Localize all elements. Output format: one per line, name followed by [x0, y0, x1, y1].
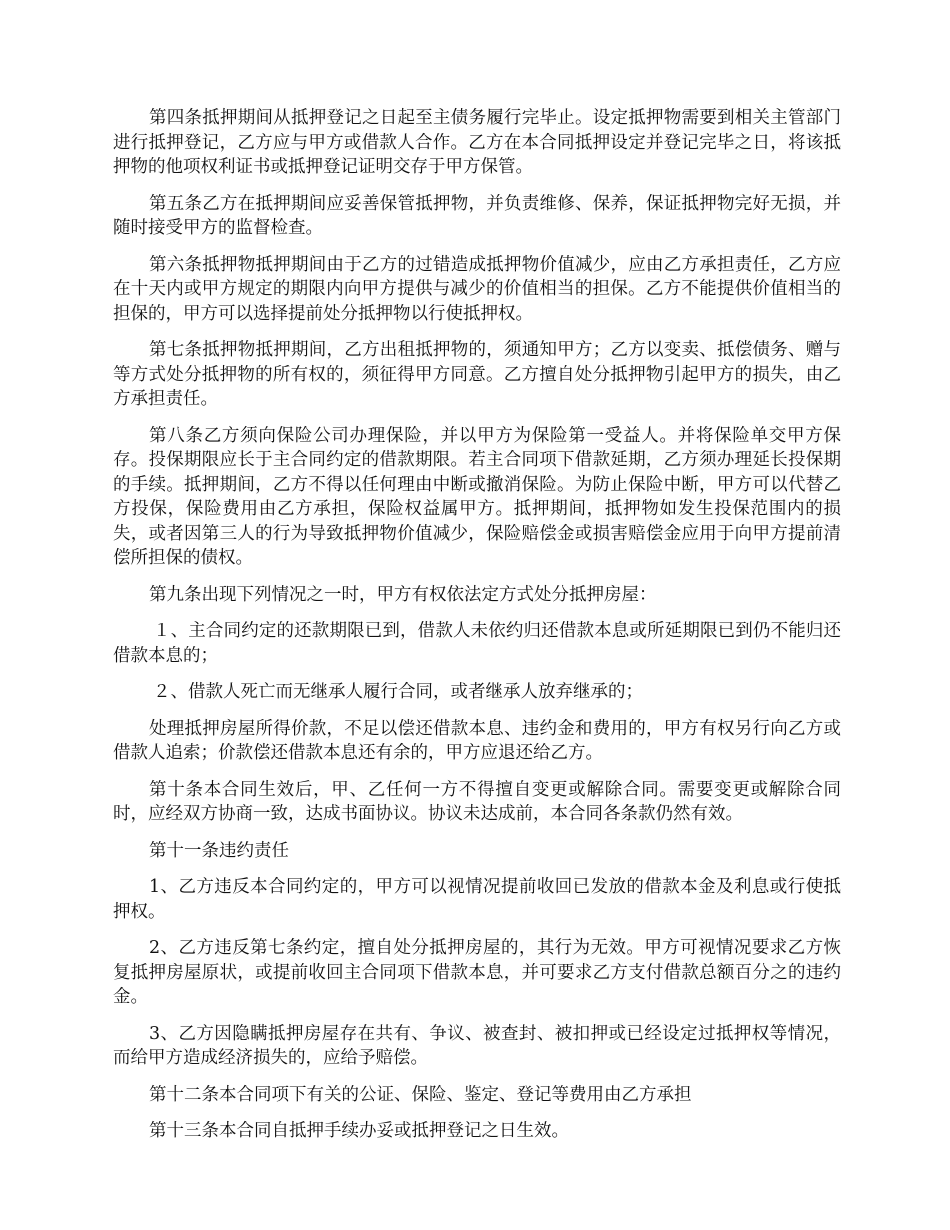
clause-5-paragraph: 第五条乙方在抵押期间应妥善保管抵押物，并负责维修、保养，保证抵押物完好无损，并随时接受甲方的监督检查。	[113, 193, 841, 238]
clause-12-paragraph: 第十二条本合同项下有关的公证、保险、鉴定、登记等费用由乙方承担	[149, 1084, 692, 1105]
clause-11-item-2: 2、乙方违反第七条约定，擅自处分抵押房屋的，其行为无效。甲方可视情况要求乙方恢复抵押房屋原状，或提前收回主合同项下借款本息，并可要求乙方支付借款总额百分之的违约金。	[113, 938, 841, 1007]
clause-10-paragraph: 第十条本合同生效后，甲、乙任何一方不得擅自变更或解除合同。需要变更或解除合同时，应经双方协商一致，达成书面协议。协议未达成前，本合同各条款仍然有效。	[113, 779, 841, 824]
clause-9-paragraph: 第九条出现下列情况之一时，甲方有权依法定方式处分抵押房屋：	[149, 584, 657, 605]
clause-9-proceeds-paragraph: 处理抵押房屋所得价款，不足以偿还借款本息、违约金和费用的，甲方有权另行向乙方或借款人追索；价款偿还借款本息还有余的，甲方应退还给乙方。	[113, 718, 841, 763]
clause-9-item-1: １、主合同约定的还款期限已到，借款人未依约归还借款本息或所延期限已到仍不能归还借款本息的；	[113, 621, 841, 666]
clause-9-item-2: ２、借款人死亡而无继承人履行合同，或者继承人放弃继承的；	[153, 682, 643, 702]
clause-7-paragraph: 第七条抵押物抵押期间，乙方出租抵押物的，须通知甲方；乙方以变卖、抵偿债务、赠与等方式处分抵押物的所有权的，须征得甲方同意。乙方擅自处分抵押物引起甲方的损失，由乙方承担责任。	[113, 340, 841, 409]
clause-11-heading: 第十一条违约责任	[149, 840, 289, 861]
document-page	[113, 106, 841, 1156]
clause-11-item-3: 3、乙方因隐瞒抵押房屋存在共有、争议、被查封、被扣押或已经设定过抵押权等情况，而给甲方造成经济损失的，应给予赔偿。	[113, 1023, 841, 1068]
clause-13-paragraph: 第十三条本合同自抵押手续办妥或抵押登记之日生效。	[149, 1121, 569, 1141]
clause-11-item-1: 1、乙方违反本合同约定的，甲方可以视情况提前收回已发放的借款本金及利息或行使抵押权。	[113, 877, 841, 922]
clause-6-paragraph: 第六条抵押物抵押期间由于乙方的过错造成抵押物价值减少，应由乙方承担责任，乙方应在十天内或甲方规定的期限内向甲方提供与减少的价值相当的担保。乙方不能提供价值相当的担保的，甲方可以选择提前处分抵押物以行使抵押权。	[113, 254, 841, 324]
clause-4-paragraph: 第四条抵押期间从抵押登记之日起至主债务履行完毕止。设定抵押物需要到相关主管部门进行抵押登记，乙方应与甲方或借款人合作。乙方在本合同抵押设定并登记完毕之日，将该抵押物的他项权利证书或抵押登记证明交存于甲方保管。	[113, 108, 841, 177]
clause-8-paragraph: 第八条乙方须向保险公司办理保险，并以甲方为保险第一受益人。并将保险单交甲方保存。投保期限应长于主合同约定的借款期限。若主合同项下借款延期，乙方须办理延长投保期的手续。抵押期间，乙方不得以任何理由中断或撤消保险。为防止保险中断，甲方可以代替乙方投保，保险费用由乙方承担，保险权益属甲方。抵押期间，抵押物如发生投保范围内的损失，或者因第三人的行为导致抵押物价值减少，保险赔偿金或损害赔偿金应用于向甲方提前清偿所担保的债权。	[113, 425, 841, 568]
